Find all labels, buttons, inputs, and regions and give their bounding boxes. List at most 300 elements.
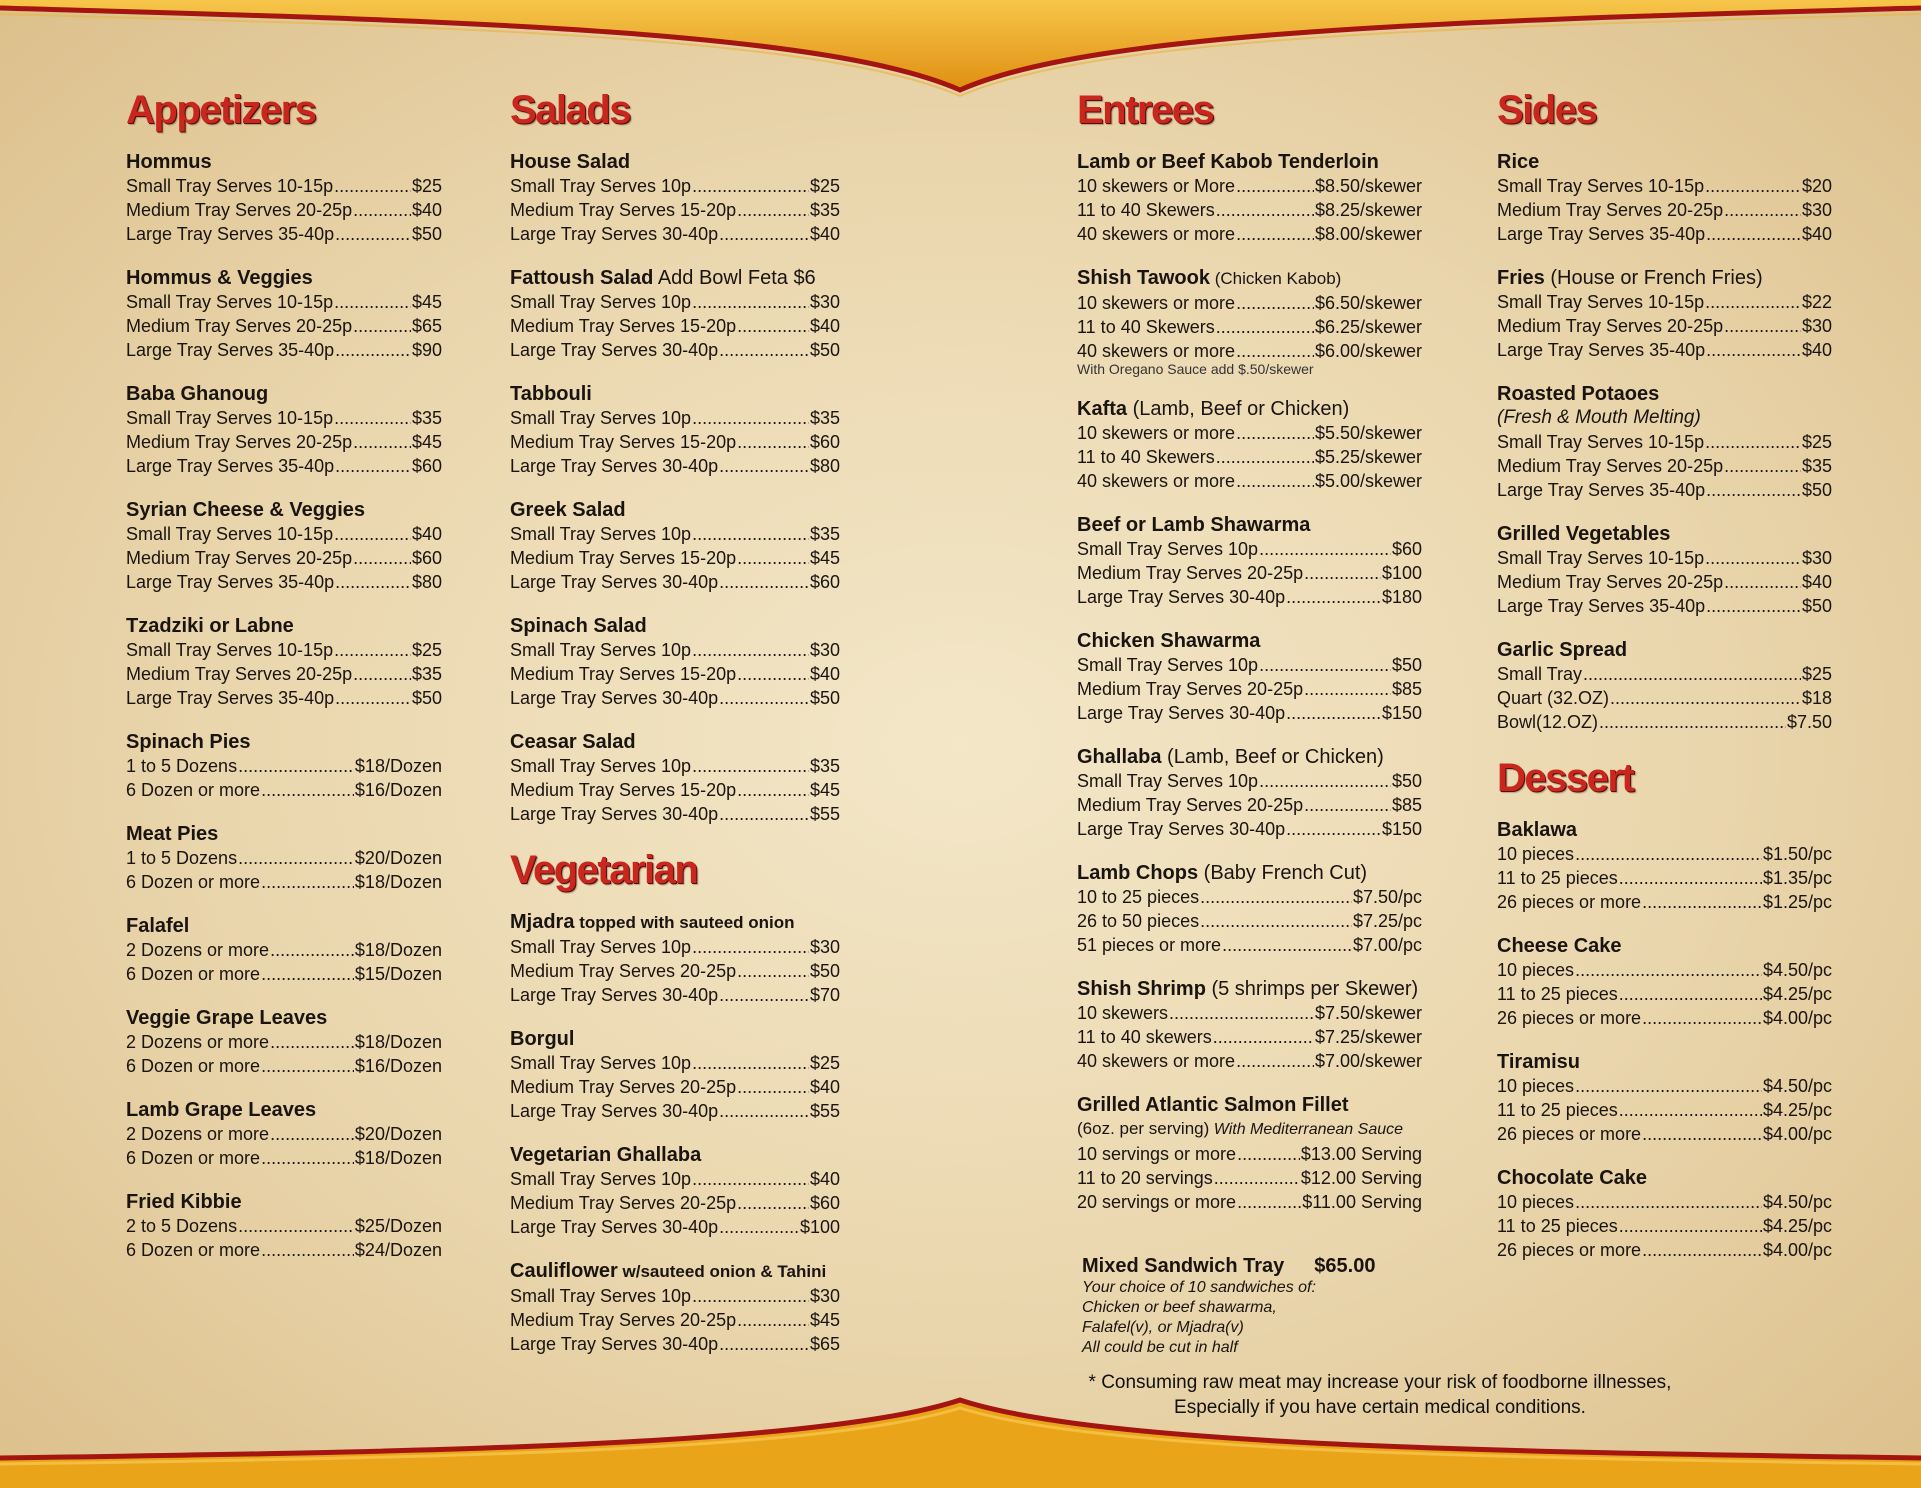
menu-item — [1497, 1050, 1832, 1146]
menu-section — [1497, 750, 1832, 1262]
price-label: Medium Tray Serves 15-20p — [510, 432, 737, 452]
price-value: $24/Dozen — [354, 1240, 442, 1260]
price-value: $50 — [411, 224, 442, 244]
price-value: $4.25/pc — [1762, 1216, 1832, 1236]
dot-leader — [1216, 445, 1314, 469]
price-value: $60 — [1391, 539, 1422, 559]
price-value: $30 — [809, 640, 840, 660]
price-row — [1077, 653, 1422, 677]
dot-leader — [719, 222, 809, 246]
dot-leader — [353, 662, 411, 686]
item-name — [126, 266, 442, 290]
price-row — [510, 983, 840, 1007]
price-value: $1.35/pc — [1762, 868, 1832, 888]
price-row — [1497, 454, 1832, 478]
price-row — [1497, 222, 1832, 246]
price-label: 10 pieces — [1497, 960, 1575, 980]
item-name — [126, 730, 442, 754]
price-value: $35 — [411, 664, 442, 684]
price-label: Medium Tray Serves 20-25p — [510, 1193, 737, 1213]
price-label: 11 to 25 pieces — [1497, 868, 1618, 888]
price-label: Large Tray Serves 35-40p — [1497, 596, 1706, 616]
price-value: $20/Dozen — [354, 1124, 442, 1144]
price-row — [1077, 769, 1422, 793]
price-label: Large Tray Serves 30-40p — [510, 1217, 719, 1237]
item-note: (Lamb, Beef or Chicken) — [1161, 746, 1384, 768]
price-value: $20/Dozen — [354, 848, 442, 868]
price-label: 6 Dozen or more — [126, 1148, 261, 1168]
dot-leader — [334, 406, 411, 430]
price-row — [510, 754, 840, 778]
price-row — [510, 406, 840, 430]
price-value: $35 — [809, 408, 840, 428]
price-row — [1497, 842, 1832, 866]
section-title: Vegetarian — [510, 848, 698, 892]
price-value: $4.00/pc — [1762, 1008, 1832, 1028]
dot-leader — [1724, 314, 1801, 338]
price-label: 6 Dozen or more — [126, 964, 261, 984]
price-label: Medium Tray Serves 15-20p — [510, 316, 737, 336]
price-label: Large Tray Serves 30-40p — [510, 224, 719, 244]
dot-leader — [1705, 174, 1801, 198]
price-label: Medium Tray Serves 20-25p — [1497, 572, 1724, 592]
price-value: $80 — [411, 572, 442, 592]
price-row — [126, 546, 442, 570]
price-label: Large Tray Serves 35-40p — [126, 224, 335, 244]
dot-leader — [1705, 546, 1801, 570]
dot-leader — [1705, 430, 1801, 454]
price-label: Medium Tray Serves 20-25p — [126, 200, 353, 220]
item-subtitle — [1077, 1117, 1422, 1142]
menu-column-4 — [1497, 82, 1832, 1282]
price-value: $30 — [1801, 548, 1832, 568]
item-name — [126, 914, 442, 938]
item-name — [126, 382, 442, 406]
price-value: $16/Dozen — [354, 1056, 442, 1076]
item-name — [1497, 818, 1832, 842]
item-name-text: Syrian Cheese & Veggies — [126, 499, 366, 521]
dot-leader — [692, 1051, 809, 1075]
price-row — [1077, 445, 1422, 469]
dot-leader — [692, 935, 809, 959]
price-value: $6.00/skewer — [1314, 341, 1422, 361]
price-value: $7.00/skewer — [1314, 1051, 1422, 1071]
price-label: Small Tray Serves 10-15p — [126, 176, 334, 196]
price-value: $55 — [809, 1101, 840, 1121]
price-row — [1077, 174, 1422, 198]
menu-item — [1497, 150, 1832, 246]
item-name-text: Hommus & Veggies — [126, 267, 313, 289]
menu-item — [510, 910, 840, 1007]
price-value: $16/Dozen — [354, 780, 442, 800]
price-value: $7.50/pc — [1352, 887, 1422, 907]
price-value: $25 — [809, 176, 840, 196]
price-row — [510, 290, 840, 314]
price-label: 40 skewers or more — [1077, 224, 1236, 244]
dot-leader — [1724, 454, 1801, 478]
price-value: $30 — [1801, 200, 1832, 220]
item-name-text: Fried Kibbie — [126, 1191, 242, 1213]
menu-item — [126, 1006, 442, 1078]
price-row — [1497, 198, 1832, 222]
price-value: $18/Dozen — [354, 756, 442, 776]
price-value: $30 — [809, 292, 840, 312]
disclaimer-line: * Consuming raw meat may increase your risk of foodborne illnesses, — [1088, 1372, 1672, 1393]
section-title: Sides — [1497, 88, 1597, 132]
price-value: $4.00/pc — [1762, 1240, 1832, 1260]
menu-item — [126, 614, 442, 710]
item-name-text: Ghallaba — [1077, 746, 1162, 768]
menu-item — [1077, 861, 1422, 957]
section-title: Entrees — [1077, 88, 1214, 132]
price-value: $30 — [1801, 316, 1832, 336]
price-row — [1497, 1006, 1832, 1030]
item-name — [510, 1259, 840, 1284]
section-title: Dessert — [1497, 756, 1634, 800]
price-label: Large Tray Serves 30-40p — [510, 340, 719, 360]
dot-leader — [719, 1099, 809, 1123]
price-row — [1497, 1074, 1832, 1098]
item-name-text: Ceasar Salad — [510, 731, 636, 753]
dot-leader — [1642, 890, 1762, 914]
price-row — [1497, 338, 1832, 362]
price-value: $60 — [809, 572, 840, 592]
price-label: Large Tray Serves 35-40p — [1497, 480, 1706, 500]
item-name-text: Vegetarian Ghallaba — [510, 1144, 702, 1166]
price-row — [510, 802, 840, 826]
price-label: Large Tray Serves 30-40p — [510, 456, 719, 476]
price-label: Large Tray Serves 30-40p — [510, 688, 719, 708]
price-label: Large Tray Serves 35-40p — [126, 340, 335, 360]
menu-item — [1077, 266, 1422, 377]
price-label: 10 skewers or more — [1077, 423, 1236, 443]
price-value: $13.00 Serving — [1300, 1144, 1422, 1164]
price-row — [1497, 430, 1832, 454]
dot-leader — [261, 962, 354, 986]
dot-leader — [261, 870, 354, 894]
dot-leader — [1706, 338, 1801, 362]
dot-leader — [737, 314, 809, 338]
price-row — [510, 1099, 840, 1123]
price-row — [126, 662, 442, 686]
price-row — [126, 198, 442, 222]
menu-item — [1497, 818, 1832, 914]
dot-leader — [1642, 1122, 1762, 1146]
price-value: $5.25/skewer — [1314, 447, 1422, 467]
dot-leader — [1169, 1001, 1314, 1025]
menu-item — [1077, 397, 1422, 493]
price-value: $50 — [1801, 480, 1832, 500]
dot-leader — [1216, 198, 1314, 222]
price-label: Small Tray Serves 10-15p — [126, 524, 334, 544]
price-label: Large Tray Serves 30-40p — [1077, 819, 1286, 839]
price-value: $8.50/skewer — [1314, 176, 1422, 196]
price-row — [126, 222, 442, 246]
price-value: $60 — [809, 432, 840, 452]
item-name — [1077, 745, 1422, 769]
price-value: $55 — [809, 804, 840, 824]
price-label: Medium Tray Serves 20-25p — [1077, 795, 1304, 815]
price-value: $45 — [809, 1310, 840, 1330]
menu-item — [510, 1143, 840, 1239]
dot-leader — [335, 686, 411, 710]
price-row — [1077, 793, 1422, 817]
item-note: (Chicken Kabob) — [1209, 269, 1342, 288]
item-name-text: Borgul — [510, 1028, 575, 1050]
price-value: $7.50 — [1786, 712, 1832, 732]
section-title: Appetizers — [126, 88, 316, 132]
price-label: Medium Tray Serves 20-25p — [510, 1077, 737, 1097]
item-name — [1077, 1093, 1422, 1117]
price-row — [510, 935, 840, 959]
item-note: (House or French Fries) — [1544, 267, 1763, 289]
item-name — [1497, 522, 1832, 546]
price-value: $50 — [809, 340, 840, 360]
item-name-text: Tzadziki or Labne — [126, 615, 294, 637]
dot-leader — [1304, 561, 1381, 585]
dot-leader — [692, 638, 809, 662]
item-name-text: Lamb Chops — [1077, 862, 1199, 884]
price-row — [126, 1238, 442, 1262]
price-row — [1077, 585, 1422, 609]
price-label: 6 Dozen or more — [126, 780, 261, 800]
dot-leader — [737, 778, 809, 802]
item-name — [1077, 513, 1422, 537]
price-label: 6 Dozen or more — [126, 1056, 261, 1076]
dot-leader — [1706, 594, 1801, 618]
price-label: 10 pieces — [1497, 1076, 1575, 1096]
price-label: Small Tray Serves 10p — [510, 937, 692, 957]
item-name-text: Grilled Atlantic Salmon Fillet — [1077, 1094, 1349, 1116]
dot-leader — [238, 754, 354, 778]
price-row — [1497, 1214, 1832, 1238]
dot-leader — [737, 1308, 809, 1332]
dot-leader — [737, 546, 809, 570]
price-label: Medium Tray Serves 20-25p — [1497, 200, 1724, 220]
price-value: $85 — [1391, 795, 1422, 815]
price-row — [1077, 1190, 1422, 1214]
price-value: $22 — [1801, 292, 1832, 312]
item-name — [510, 1027, 840, 1051]
menu-column-1 — [126, 82, 442, 1282]
mixed-sandwich-line: Chicken or beef shawarma, — [1082, 1299, 1277, 1316]
item-name-text: Kafta — [1077, 398, 1128, 420]
dot-leader — [353, 314, 411, 338]
dot-leader — [737, 1075, 809, 1099]
menu-item — [1077, 150, 1422, 246]
price-value: $40 — [1801, 224, 1832, 244]
item-name-text: Hommus — [126, 151, 212, 173]
price-row — [510, 1051, 840, 1075]
price-label: 2 Dozens or more — [126, 940, 270, 960]
price-label: Medium Tray Serves 15-20p — [510, 780, 737, 800]
price-label: Small Tray Serves 10-15p — [1497, 548, 1705, 568]
price-row — [1497, 314, 1832, 338]
price-row — [1077, 537, 1422, 561]
menu-item — [126, 150, 442, 246]
item-name-text: Rice — [1497, 151, 1540, 173]
price-row — [510, 778, 840, 802]
price-row — [510, 1191, 840, 1215]
dot-leader — [737, 1191, 809, 1215]
price-row — [1077, 222, 1422, 246]
dot-leader — [1259, 537, 1391, 561]
dot-leader — [1213, 1025, 1314, 1049]
price-row — [126, 406, 442, 430]
price-value: $4.50/pc — [1762, 960, 1832, 980]
dot-leader — [1610, 686, 1801, 710]
mixed-sandwich-line: Falafel(v), or Mjadra(v) — [1082, 1319, 1244, 1336]
dot-leader — [238, 1214, 354, 1238]
price-row — [126, 1122, 442, 1146]
price-value: $5.50/skewer — [1314, 423, 1422, 443]
dot-leader — [692, 754, 809, 778]
price-label: 26 pieces or more — [1497, 892, 1642, 912]
item-note: (Lamb, Beef or Chicken) — [1127, 398, 1350, 420]
price-value: $45 — [809, 548, 840, 568]
price-row — [1497, 1122, 1832, 1146]
dot-leader — [1200, 885, 1352, 909]
price-value: $50 — [1391, 655, 1422, 675]
dot-leader — [1286, 701, 1381, 725]
item-name — [510, 910, 840, 935]
dot-leader — [692, 1284, 809, 1308]
price-value: $35 — [809, 756, 840, 776]
price-label: Small Tray Serves 10p — [510, 292, 692, 312]
price-row — [1077, 1049, 1422, 1073]
price-label: Large Tray Serves 35-40p — [1497, 224, 1706, 244]
item-name — [510, 1143, 840, 1167]
price-label: 26 pieces or more — [1497, 1124, 1642, 1144]
item-name — [510, 498, 840, 522]
dot-leader — [334, 522, 411, 546]
item-name — [1497, 382, 1832, 406]
menu-item — [1077, 513, 1422, 609]
price-value: $180 — [1381, 587, 1422, 607]
dot-leader — [335, 222, 411, 246]
item-name — [1497, 1050, 1832, 1074]
item-name — [510, 266, 840, 290]
dot-leader — [719, 1215, 799, 1239]
price-label: 40 skewers or more — [1077, 1051, 1236, 1071]
price-value: $4.25/pc — [1762, 984, 1832, 1004]
price-value: $25 — [1801, 432, 1832, 452]
price-label: 40 skewers or more — [1077, 341, 1236, 361]
price-label: 10 pieces — [1497, 844, 1575, 864]
dot-leader — [261, 1054, 354, 1078]
dot-leader — [335, 338, 411, 362]
dot-leader — [1236, 469, 1314, 493]
price-row — [126, 638, 442, 662]
price-value: $1.50/pc — [1762, 844, 1832, 864]
price-row — [126, 1030, 442, 1054]
price-row — [1077, 291, 1422, 315]
mixed-sandwich-name: Mixed Sandwich Tray — [1082, 1255, 1285, 1277]
price-row — [1497, 958, 1832, 982]
price-label: Small Tray — [1497, 664, 1583, 684]
dot-leader — [1575, 1074, 1762, 1098]
price-label: Small Tray Serves 10p — [510, 176, 692, 196]
price-value: $40 — [809, 664, 840, 684]
price-row — [1497, 290, 1832, 314]
menu-item — [1497, 638, 1832, 734]
price-value: $65 — [809, 1334, 840, 1354]
price-value: $50 — [411, 688, 442, 708]
item-name-text: Spinach Pies — [126, 731, 251, 753]
price-row — [1077, 561, 1422, 585]
price-value: $18 — [1801, 688, 1832, 708]
item-name — [510, 150, 840, 174]
item-name — [126, 1006, 442, 1030]
item-name-text: Lamb or Beef Kabob Tenderloin — [1077, 151, 1379, 173]
price-value: $15/Dozen — [354, 964, 442, 984]
price-value: $18/Dozen — [354, 1032, 442, 1052]
menu-item — [1497, 382, 1832, 502]
dot-leader — [1583, 662, 1801, 686]
dot-leader — [238, 846, 354, 870]
price-label: Medium Tray Serves 20-25p — [126, 432, 353, 452]
price-value: $30 — [809, 937, 840, 957]
dot-leader — [261, 778, 354, 802]
price-value: $80 — [809, 456, 840, 476]
price-label: Small Tray Serves 10p — [510, 1053, 692, 1073]
price-label: Medium Tray Serves 20-25p — [1497, 456, 1724, 476]
price-label: Quart (32.OZ) — [1497, 688, 1610, 708]
price-value: $40 — [809, 1169, 840, 1189]
item-name-text: Lamb Grape Leaves — [126, 1099, 317, 1121]
menu-item — [126, 498, 442, 594]
dot-leader — [1200, 909, 1352, 933]
dot-leader — [719, 983, 809, 1007]
price-value: $45 — [411, 432, 442, 452]
price-row — [1077, 1166, 1422, 1190]
price-row — [126, 962, 442, 986]
price-row — [510, 546, 840, 570]
item-name — [1077, 861, 1422, 885]
price-row — [1497, 1098, 1832, 1122]
price-row — [510, 430, 840, 454]
dot-leader — [335, 570, 411, 594]
price-label: Large Tray Serves 30-40p — [1077, 703, 1286, 723]
price-value: $60 — [411, 548, 442, 568]
item-name-text: Chicken Shawarma — [1077, 630, 1261, 652]
price-row — [510, 222, 840, 246]
item-name — [1077, 150, 1422, 174]
price-value: $18/Dozen — [354, 872, 442, 892]
price-label: 11 to 40 skewers — [1077, 1027, 1212, 1047]
dot-leader — [1575, 1190, 1762, 1214]
price-value: $40 — [411, 524, 442, 544]
dot-leader — [1286, 817, 1381, 841]
price-label: Large Tray Serves 30-40p — [510, 985, 719, 1005]
item-name-text: Cheese Cake — [1497, 935, 1622, 957]
dot-leader — [1642, 1238, 1762, 1262]
dot-leader — [1236, 339, 1314, 363]
item-name — [1497, 638, 1832, 662]
price-value: $40 — [1801, 340, 1832, 360]
price-row — [1077, 198, 1422, 222]
price-value: $7.00/pc — [1352, 935, 1422, 955]
price-row — [510, 662, 840, 686]
dot-leader — [737, 662, 809, 686]
dot-leader — [1619, 1214, 1762, 1238]
price-row — [1077, 701, 1422, 725]
price-row — [126, 938, 442, 962]
price-label: Small Tray Serves 10-15p — [126, 640, 334, 660]
price-row — [1077, 909, 1422, 933]
price-label: 2 Dozens or more — [126, 1124, 270, 1144]
dot-leader — [1575, 842, 1762, 866]
